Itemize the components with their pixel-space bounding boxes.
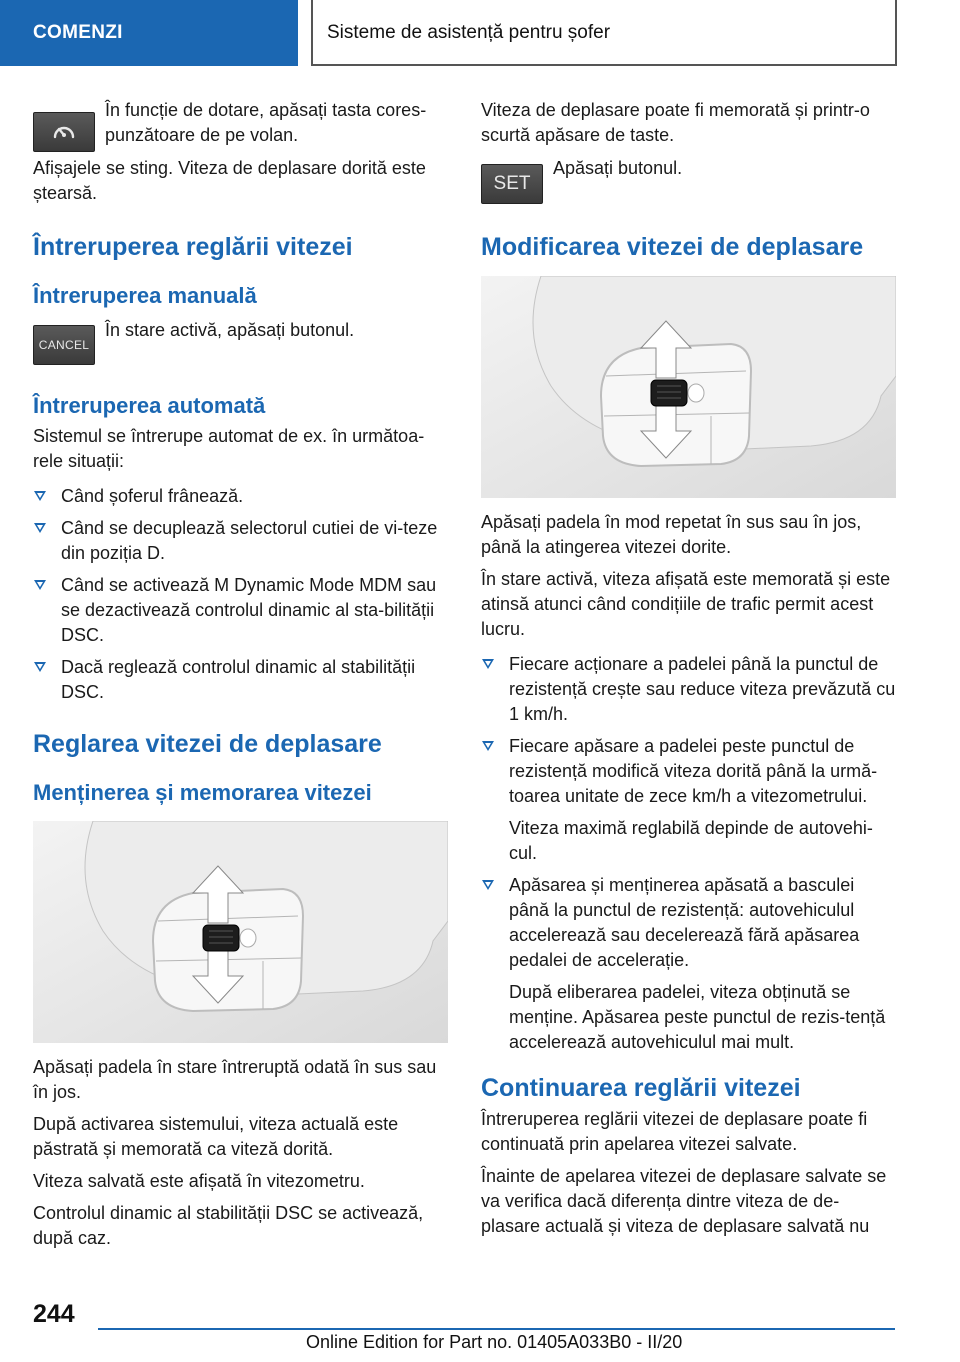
steering-wheel-figure xyxy=(481,276,896,498)
modify-list-2 xyxy=(481,873,896,973)
set-text: Apăsați butonul. xyxy=(553,158,683,178)
page-header xyxy=(0,0,960,66)
heading-speed: Reglarea vitezei de deplasare xyxy=(33,730,382,758)
right-p1: Apăsați padela în mod repetat în sus sau în jos, până la atingerea vitezei dorite. xyxy=(481,512,862,557)
list-item: Fiecare acționare a padelei până la punctul de rezistență crește sau reduce viteza prevăzută cu 1 km/h. xyxy=(481,652,896,727)
left-column xyxy=(33,98,448,1258)
heading-auto: Întreruperea automată xyxy=(33,393,266,418)
auto-list xyxy=(33,484,448,705)
left-p4: Controlul dinamic al stabilității DSC se activează, după caz. xyxy=(33,1203,424,1248)
cancel-button xyxy=(33,325,95,365)
list-item: Când se decuplează selectorul cutiei de vi-teze din poziția D. xyxy=(33,516,448,566)
manual-text: În stare activă, apăsați butonul. xyxy=(105,320,355,340)
cancel-label: CANCEL xyxy=(38,338,90,352)
triangle-bullet-icon xyxy=(482,659,494,669)
left-p2: După activarea sistemului, viteza actuală este păstrată și memorată ca viteză dorită. xyxy=(33,1114,399,1159)
intro-text: În funcție de dotare, apăsați tasta cores-punzătoare de pe volan. xyxy=(105,100,427,145)
set-button xyxy=(481,164,543,204)
triangle-bullet-icon xyxy=(34,662,46,672)
list-item: Fiecare apăsare a padelei peste punctul de rezistență modifică viteza dorită până la urmă-toarea unitate de zece km/h a vitezometrului. xyxy=(481,734,896,809)
heading-modify: Modificarea vitezei de deplasare xyxy=(481,233,864,261)
left-p3: Viteza salvată este afișată în vitezometru. xyxy=(33,1171,365,1191)
list-subtext: Viteza maximă reglabilă depinde de autovehi-cul. xyxy=(509,818,873,863)
triangle-bullet-icon xyxy=(34,580,46,590)
continue-p2: Înainte de apelarea vitezei de deplasare salvate se va verifica dacă diferența dintre viteza de de-plasare actuală și viteza de deplasare salvată nu xyxy=(481,1166,887,1236)
footer-edition: Online Edition for Part no. 01405A033B0 - II/20 xyxy=(306,1332,683,1352)
speedometer-icon xyxy=(51,120,77,144)
list-item: Dacă reglează controlul dinamic al stabilității DSC. xyxy=(33,655,448,705)
heading-manual: Întreruperea manuală xyxy=(33,283,257,308)
steering-button-row xyxy=(33,98,448,148)
section-tab: COMENZI xyxy=(0,0,298,66)
steering-wheel-figure xyxy=(33,821,448,1043)
triangle-bullet-icon xyxy=(482,880,494,890)
heading-keep: Menținerea și memorarea vitezei xyxy=(33,780,372,805)
left-p1: Apăsați padela în stare întreruptă odată în sus sau în jos. xyxy=(33,1057,437,1102)
chapter-title: Sisteme de asistență pentru șofer xyxy=(311,0,897,66)
set-label: SET xyxy=(493,173,531,194)
triangle-bullet-icon xyxy=(34,491,46,501)
memory-text: Viteza de deplasare poate fi memorată și printr-o scurtă apăsare de taste. xyxy=(481,100,870,145)
heading-interrupt: Întreruperea reglării vitezei xyxy=(33,233,353,261)
set-row xyxy=(481,156,896,206)
continue-p1: Întreruperea reglării vitezei de deplasare poate fi continuată prin apelarea vitezei salvate. xyxy=(481,1109,868,1154)
cruise-control-button xyxy=(33,112,95,152)
list-item: Apăsarea și menținerea apăsată a basculei până la punctul de rezistență: autovehiculul accelerează sau decelerează fără apăsarea pedalei de accelerație. xyxy=(481,873,896,973)
page-number: 244 xyxy=(33,1300,75,1328)
footer-divider xyxy=(98,1328,895,1330)
heading-continue: Continuarea reglării vitezei xyxy=(481,1074,801,1102)
list-item: Când se activează M Dynamic Mode MDM sau se dezactivează controlul dinamic al sta-bilității DSC. xyxy=(33,573,448,648)
right-column xyxy=(481,98,896,1246)
list-item: Când șoferul frânează. xyxy=(33,484,448,509)
list-subtext: După eliberarea padelei, viteza obținută se menține. Apăsarea peste punctul de rezis-tență accelerează autovehiculul mai mult. xyxy=(509,982,886,1052)
triangle-bullet-icon xyxy=(482,741,494,751)
display-off-text: Afișajele se sting. Viteza de deplasare dorită este ștearsă. xyxy=(33,158,426,203)
right-p2: În stare activă, viteza afișată este memorată și este atinsă atunci când condițiile de trafic permit acest lucru. xyxy=(481,569,891,639)
cancel-row xyxy=(33,318,448,368)
triangle-bullet-icon xyxy=(34,523,46,533)
modify-list xyxy=(481,652,896,809)
auto-intro: Sistemul se întrerupe automat de ex. în următoa-rele situații: xyxy=(33,426,425,471)
